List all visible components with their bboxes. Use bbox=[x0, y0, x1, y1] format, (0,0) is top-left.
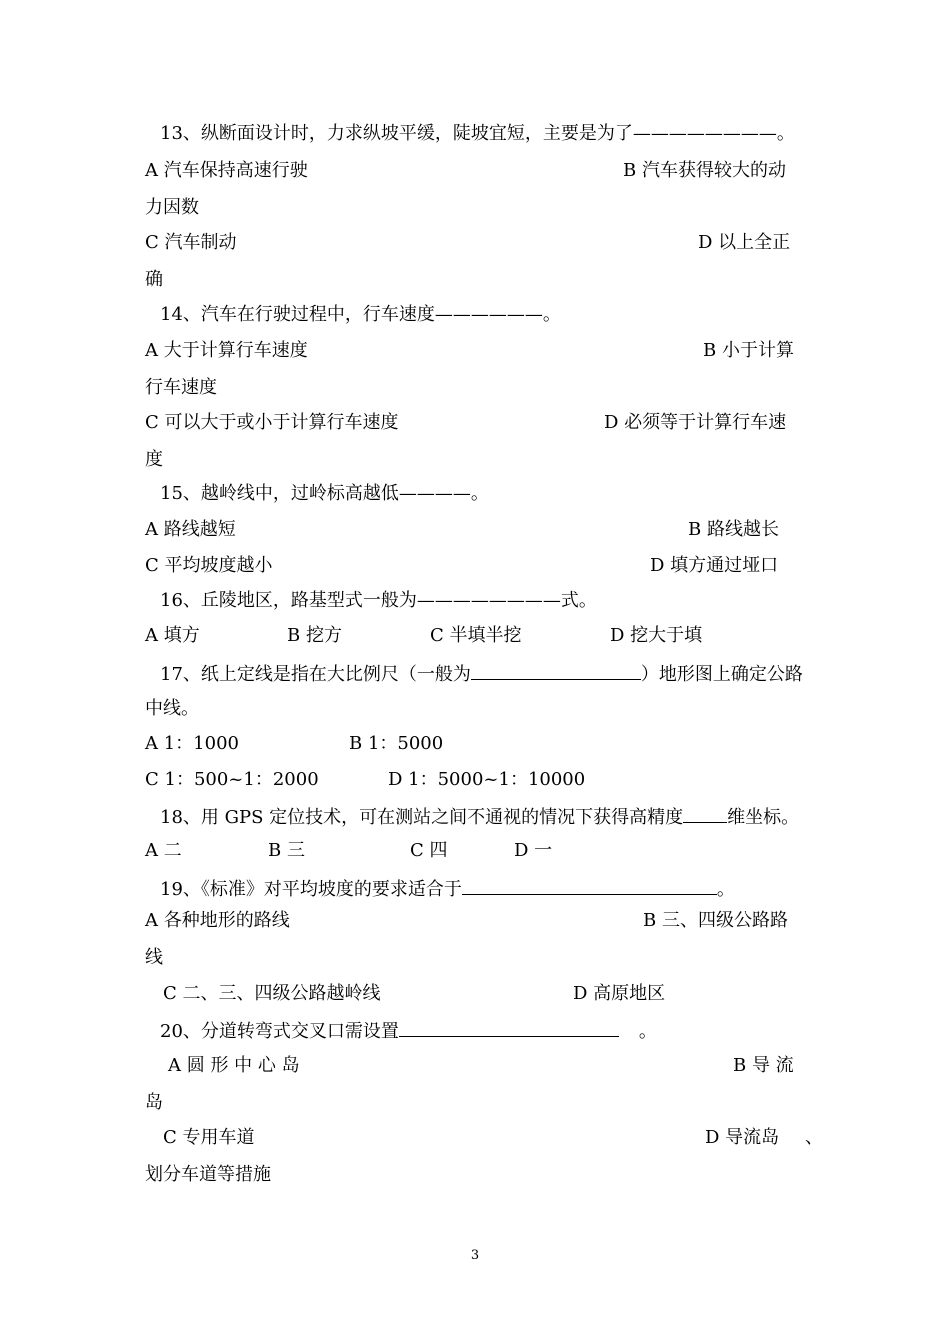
question-20-stem-before: 20、分道转弯式交叉口需设置 bbox=[160, 1021, 399, 1042]
question-18-option-b: B 三 bbox=[268, 840, 305, 861]
question-15-option-c: C 平均坡度越小 bbox=[145, 555, 273, 576]
question-13-option-d-continued: 确 bbox=[145, 269, 163, 290]
question-15-option-b: B 路线越长 bbox=[688, 519, 779, 540]
question-18-stem bbox=[160, 804, 799, 829]
question-17-stem-after: ）地形图上确定公路 bbox=[640, 664, 803, 685]
question-15-option-d: D 填方通过垭口 bbox=[650, 555, 779, 576]
question-20-option-a: A 圆 形 中 心 岛 bbox=[168, 1055, 300, 1076]
question-17-option-a: A 1：1000 bbox=[145, 733, 239, 754]
question-20-stem-after: 。 bbox=[638, 1021, 657, 1042]
answer-blank bbox=[399, 1018, 619, 1037]
question-19-option-a: A 各种地形的路线 bbox=[145, 910, 290, 931]
question-13-option-b: B 汽车获得较大的动 bbox=[623, 160, 786, 181]
answer-blank bbox=[683, 804, 727, 823]
question-18-option-d: D 一 bbox=[514, 840, 553, 861]
question-14-option-a: A 大于计算行车速度 bbox=[145, 340, 308, 361]
question-18-option-a: A 二 bbox=[145, 840, 182, 861]
question-19-stem-after: 。 bbox=[716, 879, 735, 900]
question-15-stem: 15、越岭线中，过岭标高越低————。 bbox=[160, 483, 489, 504]
question-20-option-b: B 导 流 bbox=[733, 1055, 794, 1076]
question-14-option-b: B 小于计算 bbox=[703, 340, 794, 361]
answer-blank bbox=[471, 661, 641, 680]
question-19-stem-before: 19、《标准》对平均坡度的要求适合于 bbox=[160, 879, 462, 900]
question-17-stem-continued: 中线。 bbox=[145, 698, 199, 719]
question-14-option-d-continued: 度 bbox=[145, 449, 163, 470]
question-17-option-d: D 1：5000~1：10000 bbox=[388, 769, 586, 790]
question-19-stem bbox=[160, 876, 735, 901]
question-17-option-b: B 1：5000 bbox=[349, 733, 444, 754]
question-14-option-d: D 必须等于计算行车速 bbox=[604, 412, 787, 433]
question-20-stem bbox=[160, 1018, 657, 1043]
question-19-option-d: D 高原地区 bbox=[573, 983, 666, 1004]
question-16-option-c: C 半填半挖 bbox=[430, 625, 522, 646]
question-17-option-c: C 1：500~1：2000 bbox=[145, 769, 319, 790]
question-20-option-d-separator: 、 bbox=[805, 1127, 823, 1148]
question-16-option-d: D 挖大于填 bbox=[610, 625, 703, 646]
question-18-option-c: C 四 bbox=[410, 840, 448, 861]
question-19-option-c: C 二、三、四级公路越岭线 bbox=[163, 983, 381, 1004]
question-19-option-b: B 三、四级公路路 bbox=[643, 910, 788, 931]
question-20-option-d-continued: 划分车道等措施 bbox=[145, 1164, 271, 1185]
question-16-option-b: B 挖方 bbox=[287, 625, 342, 646]
question-18-stem-before: 18、用 GPS 定位技术，可在测站之间不通视的情况下获得高精度 bbox=[160, 807, 684, 828]
question-17-stem-before: 17、纸上定线是指在大比例尺（一般为 bbox=[160, 664, 471, 685]
question-13-option-c: C 汽车制动 bbox=[145, 232, 237, 253]
question-16-stem: 16、丘陵地区，路基型式一般为————————式。 bbox=[160, 590, 597, 611]
question-13-option-a: A 汽车保持高速行驶 bbox=[145, 160, 308, 181]
question-18-stem-after: 维坐标。 bbox=[727, 807, 800, 828]
question-20-option-d: D 导流岛 bbox=[705, 1127, 780, 1148]
question-20-option-b-continued: 岛 bbox=[145, 1092, 163, 1113]
question-17-stem bbox=[160, 661, 803, 686]
answer-blank bbox=[462, 876, 717, 895]
question-13-option-d: D 以上全正 bbox=[698, 232, 791, 253]
question-20-option-c: C 专用车道 bbox=[163, 1127, 255, 1148]
question-14-option-c: C 可以大于或小于计算行车速度 bbox=[145, 412, 399, 433]
question-15-option-a: A 路线越短 bbox=[145, 519, 236, 540]
question-16-option-a: A 填方 bbox=[145, 625, 200, 646]
question-14-option-b-continued: 行车速度 bbox=[145, 377, 217, 398]
question-13-option-b-continued: 力因数 bbox=[145, 197, 199, 218]
question-13-stem: 13、纵断面设计时，力求纵坡平缓，陡坡宜短，主要是为了————————。 bbox=[160, 123, 795, 144]
question-14-stem: 14、汽车在行驶过程中，行车速度——————。 bbox=[160, 304, 561, 325]
page-number: 3 bbox=[470, 1248, 480, 1263]
question-19-option-b-continued: 线 bbox=[145, 947, 163, 968]
